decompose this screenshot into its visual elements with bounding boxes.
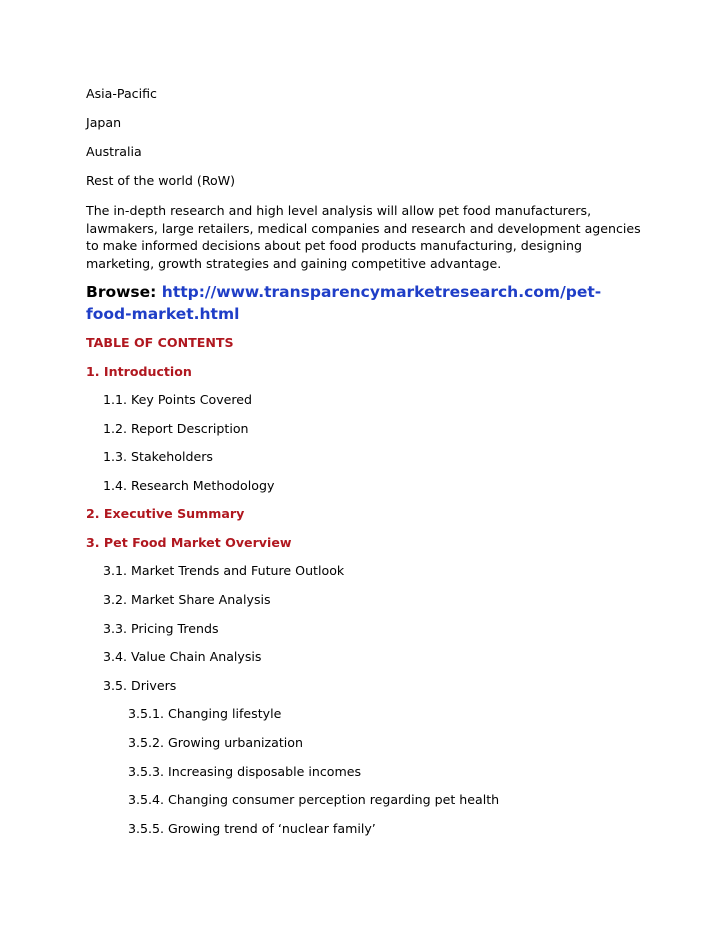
document-page	[86, 86, 646, 849]
toc-section-heading: 1. Introduction	[86, 363, 192, 379]
browse-line	[86, 281, 646, 325]
toc-item: 1.2. Report Description	[103, 420, 249, 436]
browse-link[interactable]: http://www.transparencymarketresearch.com/pet-food-market.html	[86, 283, 602, 323]
toc-section-heading: 3. Pet Food Market Overview	[86, 534, 292, 550]
toc-item: 3.5. Drivers	[103, 677, 177, 693]
toc-subitem: 3.5.1. Changing lifestyle	[128, 706, 282, 722]
region-item: Japan	[86, 115, 122, 130]
toc-item: 1.3. Stakeholders	[103, 449, 213, 465]
toc-item: 1.4. Research Methodology	[103, 477, 275, 493]
toc-item: 3.4. Value Chain Analysis	[103, 649, 262, 665]
toc-item: 3.3. Pricing Trends	[103, 620, 219, 636]
toc-item: 3.1. Market Trends and Future Outlook	[103, 563, 345, 579]
toc-subitem: 3.5.2. Growing urbanization	[128, 734, 303, 750]
toc-item: 1.1. Key Points Covered	[103, 392, 253, 407]
toc-title: TABLE OF CONTENTS	[86, 335, 234, 350]
toc-subitem: 3.5.5. Growing trend of ‘nuclear family’	[128, 820, 376, 836]
region-item: Rest of the world (RoW)	[86, 173, 236, 188]
toc-subitem: 3.5.3. Increasing disposable incomes	[128, 763, 362, 779]
toc-item: 3.2. Market Share Analysis	[103, 591, 271, 607]
toc-section-heading: 2. Executive Summary	[86, 506, 245, 522]
body-paragraph: The in-depth research and high level analysis will allow pet food manufacturers, lawmakers, large retailers, medical companies and research and development agencies to make informed decisions about pet food products manufacturing, designing marketing, growth strategies and gaining competitive advantage.	[86, 203, 641, 271]
browse-label: Browse:	[86, 283, 157, 301]
region-item: Asia-Pacific	[86, 86, 157, 101]
region-item: Australia	[86, 144, 142, 159]
toc-subitem: 3.5.4. Changing consumer perception regarding pet health	[128, 792, 500, 808]
